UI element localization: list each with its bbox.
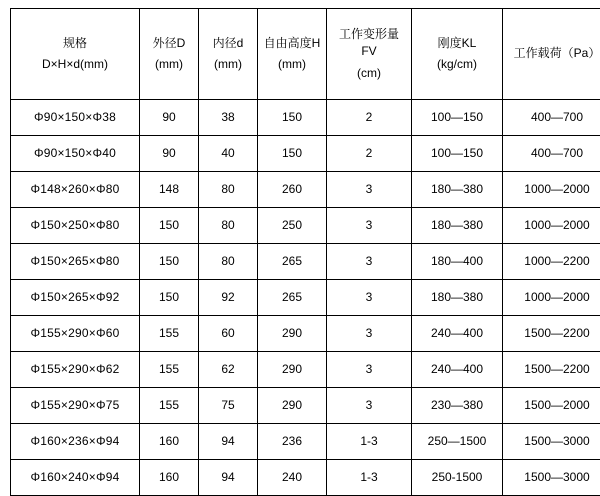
cell-working-deformation: 3: [327, 388, 412, 424]
cell-working-load: 1500—2000: [503, 388, 600, 424]
cell-working-deformation: 3: [327, 352, 412, 388]
cell-outer-diameter: 150: [140, 208, 199, 244]
column-header-inner-diameter: [199, 9, 258, 100]
cell-spec: Φ160×236×Φ94: [11, 424, 140, 460]
cell-outer-diameter: 160: [140, 424, 199, 460]
cell-spec: Φ150×265×Φ92: [11, 280, 140, 316]
column-header-outer-diameter: [140, 9, 199, 100]
cell-spec: Φ148×260×Φ80: [11, 172, 140, 208]
cell-inner-diameter: 40: [199, 136, 258, 172]
cell-working-load: 400—700: [503, 136, 600, 172]
cell-free-height: 150: [258, 100, 327, 136]
cell-inner-diameter: 62: [199, 352, 258, 388]
cell-inner-diameter: 92: [199, 280, 258, 316]
cell-stiffness: 240—400: [412, 352, 503, 388]
cell-outer-diameter: 155: [140, 388, 199, 424]
cell-working-load: 1500—3000: [503, 460, 600, 496]
table-header-row: [11, 9, 600, 100]
cell-inner-diameter: 38: [199, 100, 258, 136]
cell-free-height: 290: [258, 388, 327, 424]
cell-working-deformation: 3: [327, 172, 412, 208]
cell-outer-diameter: 150: [140, 280, 199, 316]
cell-working-deformation: 2: [327, 100, 412, 136]
table-row: [11, 460, 600, 496]
cell-free-height: 236: [258, 424, 327, 460]
cell-free-height: 265: [258, 280, 327, 316]
cell-spec: Φ155×290×Φ60: [11, 316, 140, 352]
table-row: [11, 244, 600, 280]
cell-outer-diameter: 148: [140, 172, 199, 208]
column-header-stiffness-line2: (kg/cm): [413, 56, 501, 73]
cell-inner-diameter: 80: [199, 172, 258, 208]
cell-working-deformation: 1-3: [327, 460, 412, 496]
cell-working-deformation: 3: [327, 244, 412, 280]
cell-stiffness: 180—400: [412, 244, 503, 280]
table-body: [11, 100, 600, 496]
column-header-outer-diameter-line1: 外径D: [141, 35, 197, 52]
column-header-free-height: [258, 9, 327, 100]
cell-working-deformation: 1-3: [327, 424, 412, 460]
cell-inner-diameter: 75: [199, 388, 258, 424]
cell-working-load: 1500—3000: [503, 424, 600, 460]
cell-spec: Φ160×240×Φ94: [11, 460, 140, 496]
cell-spec: Φ90×150×Φ40: [11, 136, 140, 172]
table-row: [11, 352, 600, 388]
cell-free-height: 240: [258, 460, 327, 496]
column-header-working-deformation-line3: (cm): [328, 65, 410, 82]
cell-outer-diameter: 160: [140, 460, 199, 496]
cell-working-load: 1000—2000: [503, 280, 600, 316]
cell-inner-diameter: 80: [199, 208, 258, 244]
cell-stiffness: 180—380: [412, 208, 503, 244]
cell-spec: Φ150×265×Φ80: [11, 244, 140, 280]
cell-stiffness: 250-1500: [412, 460, 503, 496]
cell-inner-diameter: 94: [199, 460, 258, 496]
cell-outer-diameter: 155: [140, 352, 199, 388]
column-header-spec-line2: D×H×d(mm): [12, 56, 138, 73]
cell-stiffness: 250—1500: [412, 424, 503, 460]
cell-inner-diameter: 60: [199, 316, 258, 352]
column-header-working-deformation-line2: FV: [328, 43, 410, 60]
cell-working-deformation: 3: [327, 280, 412, 316]
specification-table: [10, 8, 600, 496]
column-header-working-deformation: [327, 9, 412, 100]
column-header-inner-diameter-line1: 内径d: [200, 35, 256, 52]
cell-stiffness: 180—380: [412, 280, 503, 316]
cell-stiffness: 100—150: [412, 100, 503, 136]
cell-working-load: 1000—2200: [503, 244, 600, 280]
column-header-spec: [11, 9, 140, 100]
cell-working-load: 1500—2200: [503, 352, 600, 388]
cell-outer-diameter: 155: [140, 316, 199, 352]
cell-working-load: 1500—2200: [503, 316, 600, 352]
cell-outer-diameter: 150: [140, 244, 199, 280]
cell-spec: Φ90×150×Φ38: [11, 100, 140, 136]
column-header-stiffness-line1: 刚度KL: [413, 35, 501, 52]
cell-free-height: 250: [258, 208, 327, 244]
table-row: [11, 424, 600, 460]
cell-free-height: 260: [258, 172, 327, 208]
cell-outer-diameter: 90: [140, 136, 199, 172]
column-header-free-height-line1: 自由高度H: [259, 35, 325, 52]
cell-working-deformation: 3: [327, 208, 412, 244]
column-header-working-deformation-line1: 工作变形量: [328, 26, 410, 43]
cell-inner-diameter: 94: [199, 424, 258, 460]
cell-stiffness: 240—400: [412, 316, 503, 352]
cell-working-deformation: 2: [327, 136, 412, 172]
cell-working-load: 400—700: [503, 100, 600, 136]
cell-outer-diameter: 90: [140, 100, 199, 136]
column-header-free-height-line2: (mm): [259, 56, 325, 73]
table-row: [11, 388, 600, 424]
column-header-spec-line1: 规格: [12, 35, 138, 52]
table-row: [11, 100, 600, 136]
cell-working-load: 1000—2000: [503, 208, 600, 244]
table-header: [11, 9, 600, 100]
table-row: [11, 172, 600, 208]
cell-free-height: 150: [258, 136, 327, 172]
cell-free-height: 265: [258, 244, 327, 280]
cell-spec: Φ155×290×Φ75: [11, 388, 140, 424]
cell-inner-diameter: 80: [199, 244, 258, 280]
cell-free-height: 290: [258, 316, 327, 352]
cell-spec: Φ155×290×Φ62: [11, 352, 140, 388]
table-row: [11, 136, 600, 172]
column-header-working-load-line1: 工作载荷（Pa）: [504, 45, 600, 62]
table-row: [11, 280, 600, 316]
table-row: [11, 316, 600, 352]
table-row: [11, 208, 600, 244]
cell-free-height: 290: [258, 352, 327, 388]
cell-stiffness: 100—150: [412, 136, 503, 172]
cell-working-load: 1000—2000: [503, 172, 600, 208]
cell-spec: Φ150×250×Φ80: [11, 208, 140, 244]
column-header-stiffness: [412, 9, 503, 100]
cell-stiffness: 230—380: [412, 388, 503, 424]
cell-stiffness: 180—380: [412, 172, 503, 208]
cell-working-deformation: 3: [327, 316, 412, 352]
column-header-outer-diameter-line2: (mm): [141, 56, 197, 73]
column-header-working-load: [503, 9, 600, 100]
column-header-inner-diameter-line2: (mm): [200, 56, 256, 73]
